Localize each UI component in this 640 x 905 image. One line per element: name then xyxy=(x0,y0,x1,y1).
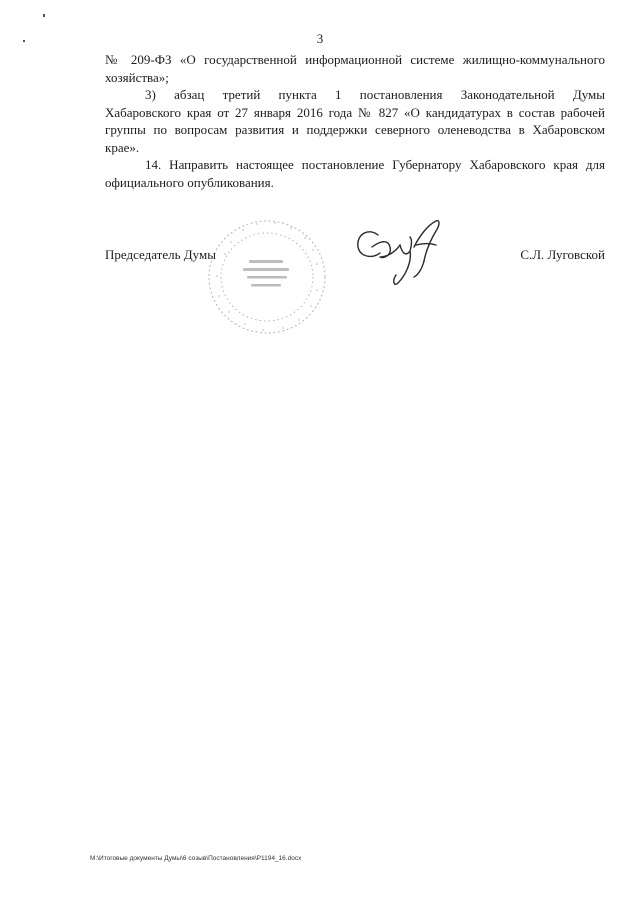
scan-speck xyxy=(23,40,25,42)
file-path-footer: M:\Итоговые документы Думы\6 созыв\Постановления\P1194_16.docx xyxy=(90,855,302,862)
paragraph-item-3 xyxy=(105,86,605,156)
official-seal-stamp xyxy=(205,214,335,339)
text-line: хозяйства»; xyxy=(105,69,169,85)
scan-speck xyxy=(43,14,45,17)
text-line: 3) абзац третий пункта 1 постановления Законодательной Думы xyxy=(145,87,605,102)
text-line: официального опубликования. xyxy=(105,174,274,190)
page-number: 3 xyxy=(316,31,324,46)
paragraph-item-14 xyxy=(105,156,605,191)
chairman-title: Председатель Думы xyxy=(105,247,216,262)
handwritten-signature xyxy=(350,217,445,287)
paragraph-law-reference xyxy=(105,51,605,86)
text-line: Хабаровского края от 27 января 2016 года № 827 «О кандидатурах в состав рабочей xyxy=(105,104,605,120)
chairman-name: С.Л. Луговской xyxy=(520,247,605,262)
text-line: № 209-ФЗ «О государственной информационной системе жилищно-коммунального xyxy=(105,52,605,67)
text-line: крае». xyxy=(105,139,140,155)
text-line: 14. Направить настоящее постановление Губернатору Хабаровского края для xyxy=(145,157,605,172)
text-line: группы по вопросам развития и поддержки северного оленеводства в Хабаровском xyxy=(105,122,605,137)
